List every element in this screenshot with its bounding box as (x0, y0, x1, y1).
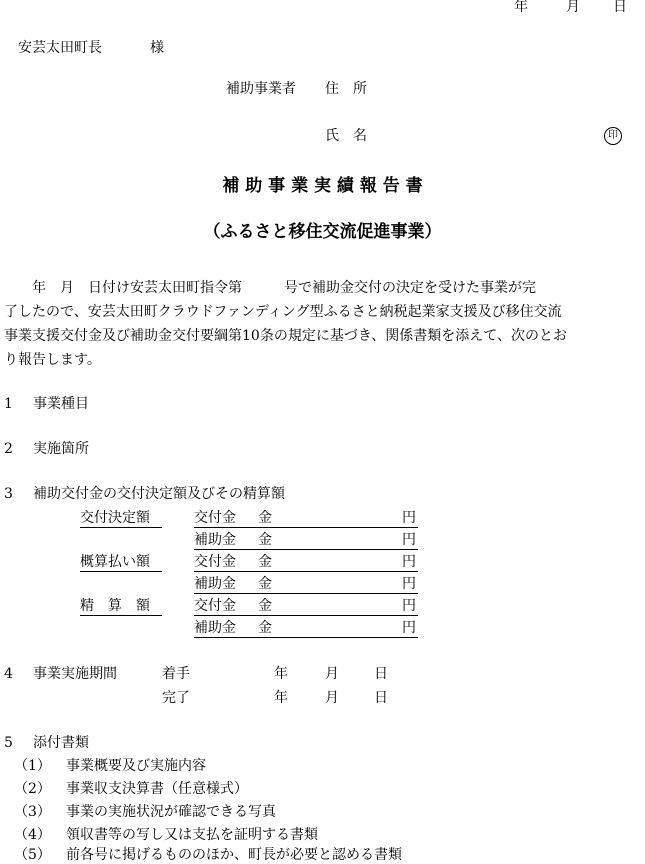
section-5-label: 添付書類 (33, 735, 89, 751)
attachment-text: 事業概要及び実施内容 (66, 758, 206, 774)
page-subtitle: （ふるさと移住交流促進事業） (203, 222, 442, 242)
name-label: 氏 名 (325, 128, 367, 144)
attachment-text: 事業収支決算書（任意様式） (66, 781, 248, 797)
amount-kin: 金 (258, 598, 272, 614)
amount-type: 補助金 (194, 576, 236, 592)
amount-type: 補助金 (194, 620, 236, 636)
amount-unit: 円 (402, 598, 416, 614)
period-end-day: 日 (374, 690, 388, 706)
amount-unit: 円 (402, 576, 416, 592)
body-line-2: 了したので、安芸太田町クラウドファンディング型ふるさと納税起業家支援及び移住交流 (4, 304, 562, 320)
amount-underline (194, 593, 418, 594)
date-day: 日 (613, 0, 627, 15)
period-start-day: 日 (374, 666, 388, 682)
body-paragraph (4, 276, 644, 372)
amount-unit: 円 (402, 510, 416, 526)
attachment-number: （3） (14, 804, 51, 820)
attachment-text: 領収書等の写し又は支払を証明する書類 (66, 827, 318, 843)
section-1-number: 1 (4, 396, 13, 412)
amount-type: 交付金 (194, 554, 236, 570)
section-5-number: 5 (4, 735, 13, 751)
section-2-number: 2 (4, 441, 13, 457)
attachment-number: （5） (14, 847, 51, 863)
attachment-text: 前各号に掲げるもののほか、町長が必要と認める書類 (66, 847, 402, 863)
amount-kin: 金 (258, 554, 272, 570)
seal-mark: 印 (604, 127, 622, 145)
amount-category: 概算払い額 (80, 554, 150, 570)
attachment-number: （2） (14, 781, 51, 797)
section-2-label: 実施箇所 (33, 441, 89, 457)
attachment-number: （1） (14, 758, 51, 774)
amount-underline (194, 571, 418, 572)
amount-category: 交付決定額 (80, 510, 150, 526)
period-start-month: 月 (325, 666, 339, 682)
period-start-label: 着手 (162, 666, 190, 682)
period-start-year: 年 (274, 666, 288, 682)
period-end-label: 完了 (162, 690, 190, 706)
body-line-4: り報告します。 (4, 352, 101, 368)
amount-underline (194, 615, 418, 616)
page-title: 補 助 事 業 実 績 報 告 書 (222, 176, 423, 196)
addressee-honorific: 様 (150, 40, 164, 56)
amount-underline (194, 637, 418, 638)
amount-type: 交付金 (194, 598, 236, 614)
body-line-1: 年 月 日付け安芸太田町指令第 号で補助金交付の決定を受けた事業が完 (4, 280, 536, 296)
section-1-label: 事業種目 (33, 396, 89, 412)
amount-unit: 円 (402, 620, 416, 636)
amount-unit: 円 (402, 554, 416, 570)
category-underline (80, 615, 162, 616)
date-month: 月 (566, 0, 580, 15)
section-4-number: 4 (4, 666, 13, 682)
section-3-number: 3 (4, 486, 13, 502)
addressee-name: 安芸太田町長 (18, 40, 102, 56)
category-underline (80, 527, 162, 528)
period-end-year: 年 (274, 690, 288, 706)
amount-kin: 金 (258, 510, 272, 526)
amount-underline (194, 549, 418, 550)
category-underline (80, 571, 162, 572)
attachment-number: （4） (14, 827, 51, 843)
section-3-label: 補助交付金の交付決定額及びその精算額 (33, 486, 285, 502)
amount-kin: 金 (258, 620, 272, 636)
amount-type: 交付金 (194, 510, 236, 526)
section-4-label: 事業実施期間 (33, 666, 117, 682)
period-end-month: 月 (325, 690, 339, 706)
amount-kin: 金 (258, 532, 272, 548)
amount-unit: 円 (402, 532, 416, 548)
date-year: 年 (514, 0, 528, 15)
amount-type: 補助金 (194, 532, 236, 548)
amount-underline (194, 527, 418, 528)
applicant-role: 補助事業者 (226, 81, 296, 97)
amount-kin: 金 (258, 576, 272, 592)
amount-category: 精 算 額 (80, 598, 150, 614)
body-line-3: 事業支援交付金及び補助金交付要綱第10条の規定に基づき、関係書類を添えて、次のとお (4, 328, 567, 344)
attachment-text: 事業の実施状況が確認できる写真 (66, 804, 276, 820)
address-label: 住 所 (325, 81, 367, 97)
